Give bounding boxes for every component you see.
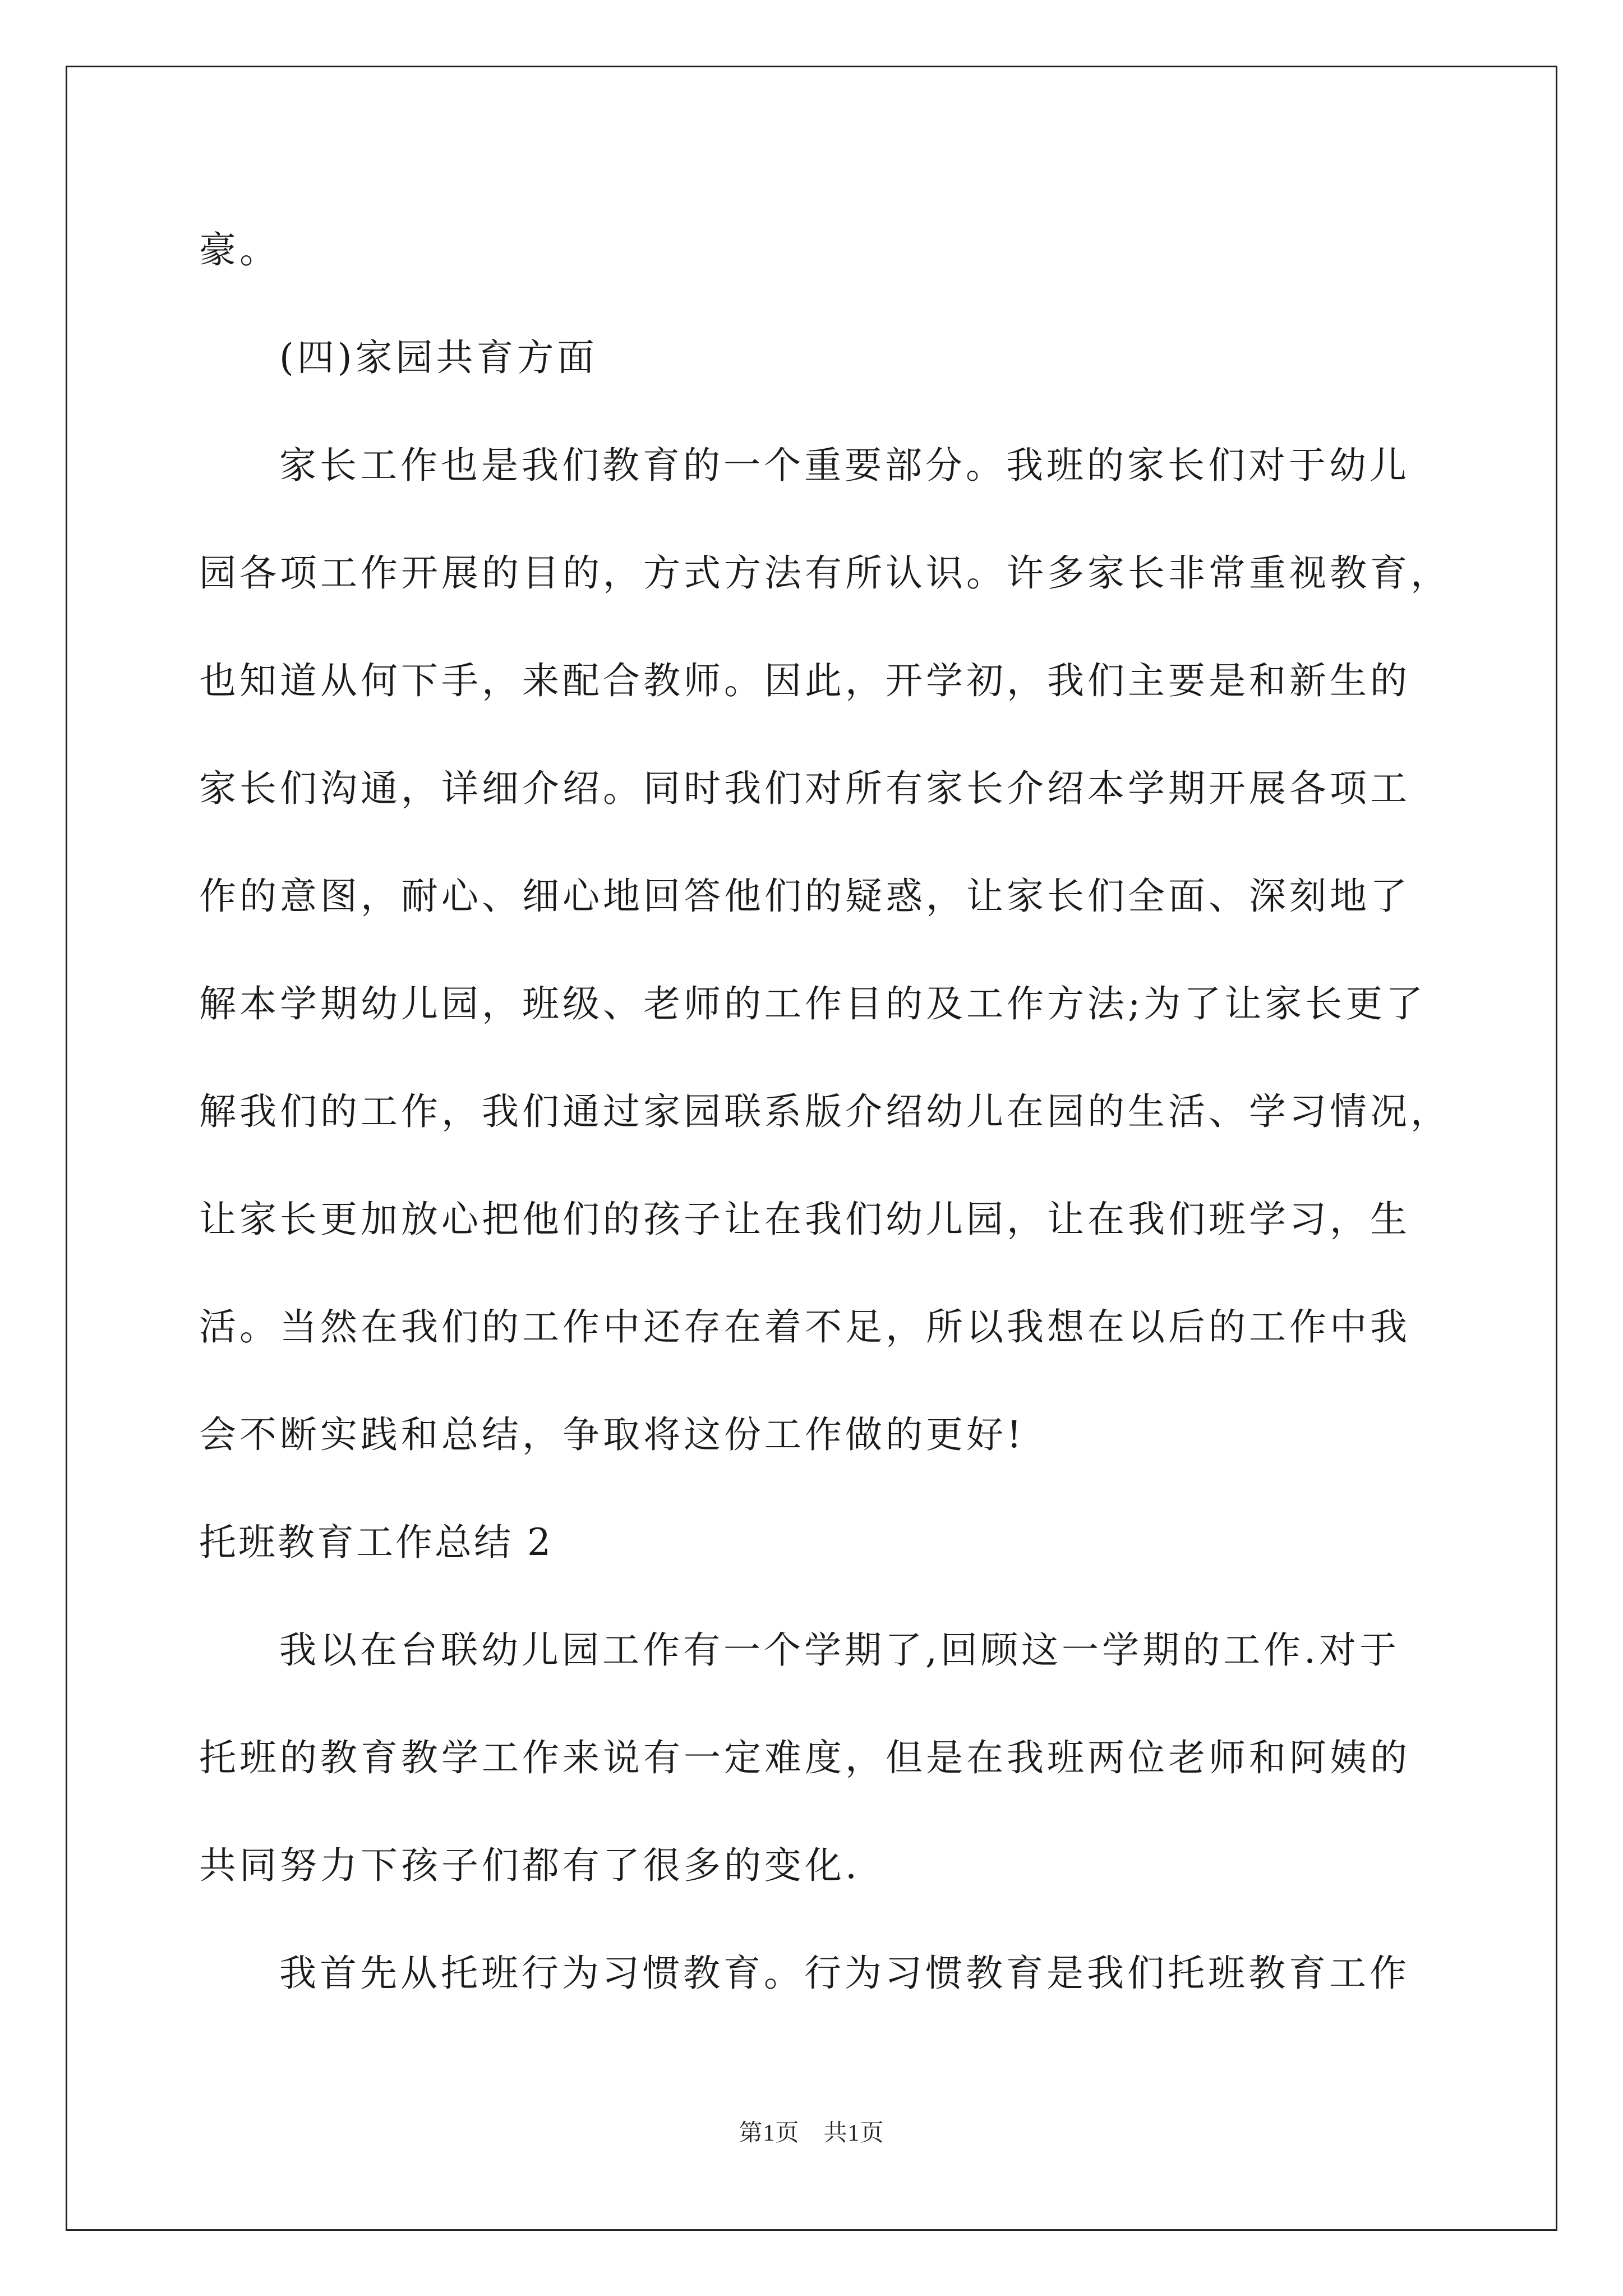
paragraph-line: 活。当然在我们的工作中还存在着不足，所以我想在以后的工作中我 xyxy=(199,1305,1410,1349)
article-title: 托班教育工作总结 2 xyxy=(199,1521,553,1564)
paragraph-line: 作的意图，耐心、细心地回答他们的疑惑，让家长们全面、深刻地了 xyxy=(199,875,1410,918)
paragraph-line: 让家长更加放心把他们的孩子让在我们幼儿园，让在我们班学习，生 xyxy=(199,1198,1410,1241)
paragraph-line: 会不断实践和总结，争取将这份工作做的更好! xyxy=(199,1413,1025,1456)
paragraph-line: 共同努力下孩子们都有了很多的变化. xyxy=(199,1844,860,1887)
paragraph-line: 我以在台联幼儿园工作有一个学期了,回顾这一学期的工作.对于 xyxy=(279,1628,1400,1672)
page-border xyxy=(66,66,1557,2231)
section-heading: (四)家园共育方面 xyxy=(279,336,598,379)
paragraph-line: 也知道从何下手，来配合教师。因此，开学初，我们主要是和新生的 xyxy=(199,659,1410,702)
paragraph-line: 解我们的工作，我们通过家园联系版介绍幼儿在园的生活、学习情况， xyxy=(199,1090,1451,1133)
paragraph-line: 园各项工作开展的目的，方式方法有所认识。许多家长非常重视教育， xyxy=(199,551,1451,595)
page-number-footer: 第1页 共1页 xyxy=(739,2120,884,2146)
paragraph-line: 豪。 xyxy=(199,228,280,272)
paragraph-line: 我首先从托班行为习惯教育。行为习惯教育是我们托班教育工作 xyxy=(279,1952,1410,1995)
paragraph-line: 家长工作也是我们教育的一个重要部分。我班的家长们对于幼儿 xyxy=(279,444,1410,487)
paragraph-line: 家长们沟通，详细介绍。同时我们对所有家长介绍本学期开展各项工 xyxy=(199,767,1410,810)
paragraph-line: 解本学期幼儿园，班级、老师的工作目的及工作方法;为了让家长更了 xyxy=(199,982,1427,1025)
paragraph-line: 托班的教育教学工作来说有一定难度，但是在我班两位老师和阿姨的 xyxy=(199,1736,1410,1779)
